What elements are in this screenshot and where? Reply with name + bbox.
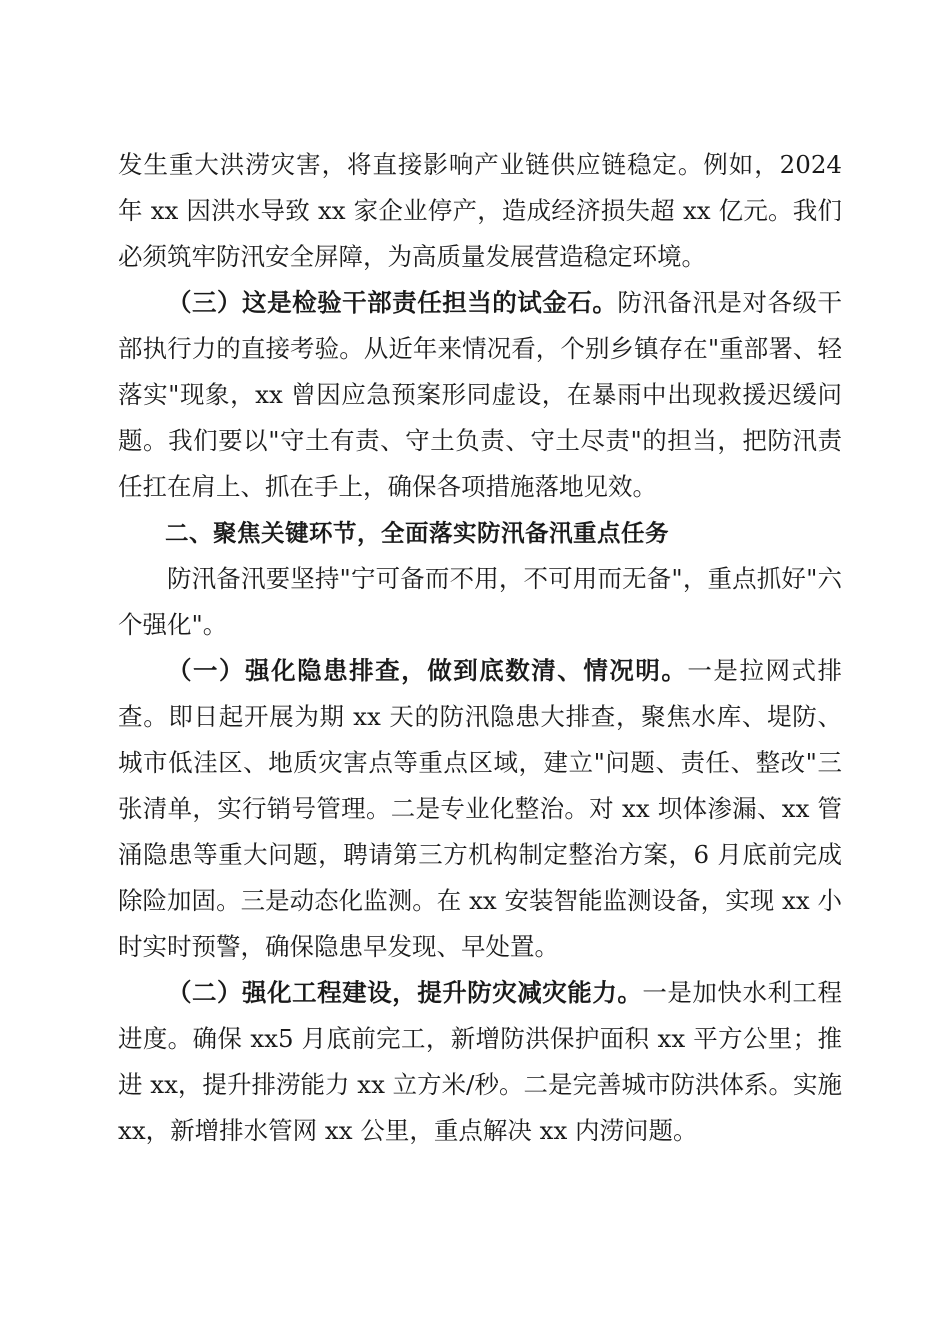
paragraph-lead: （三）这是检验干部责任担当的试金石。 xyxy=(167,288,618,317)
section-heading: 二、聚焦关键环节，全面落实防汛备汛重点任务 xyxy=(165,519,669,547)
paragraph-text: 一是加快水利工程进度。确保 xx5 月底前完工，新增防洪保护面积 xx 平方公里；推进 xx，提升排涝能力 xx 立方米/秒。二是完善城市防洪体系。实施 xx，新增排水管网 xx 公里，重点解决 xx 内涝问题。 xyxy=(118,978,843,1145)
paragraph-cadre-responsibility xyxy=(118,280,842,510)
document-body xyxy=(118,142,842,1154)
paragraph-lead: （二）强化工程建设，提升防灾减灾能力。 xyxy=(167,978,643,1007)
paragraph-engineering-construction xyxy=(118,970,842,1154)
paragraph-text: 防汛备汛是对各级干部执行力的直接考验。从近年来情况看，个别乡镇存在"重部署、轻落实"现象，xx 曾因应急预案形同虚设，在暴雨中出现救援迟缓问题。我们要以"守土有责、守土负责、守土尽责"的担当，把防汛责任扛在肩上、抓在手上，确保各项措施落地见效。 xyxy=(118,288,843,501)
paragraph-economic-impact: 发生重大洪涝灾害，将直接影响产业链供应链稳定。例如，2024 年 xx 因洪水导致 xx 家企业停产，造成经济损失超 xx 亿元。我们必须筑牢防汛安全屏障，为高质量发展营造稳定环境。 xyxy=(118,150,842,271)
paragraph-lead: （一）强化隐患排查，做到底数清、情况明。 xyxy=(167,656,688,685)
paragraph-six-strengthens: 防汛备汛要坚持"宁可备而不用，不可用而无备"，重点抓好"六个强化"。 xyxy=(118,564,842,639)
paragraph-hazard-inspection xyxy=(118,648,842,970)
paragraph-text: 一是拉网式排查。即日起开展为期 xx 天的防汛隐患大排查，聚焦水库、堤防、城市低洼区、地质灾害点等重点区域，建立"问题、责任、整改"三张清单，实行销号管理。二是专业化整治。对 xx 坝体渗漏、xx 管涌隐患等重大问题，聘请第三方机构制定整治方案，6 月底前完成除险加固。三是动态化监测。在 xx 安装智能监测设备，实现 xx 小时实时预警，确保隐患早发现、早处置。 xyxy=(118,656,843,961)
